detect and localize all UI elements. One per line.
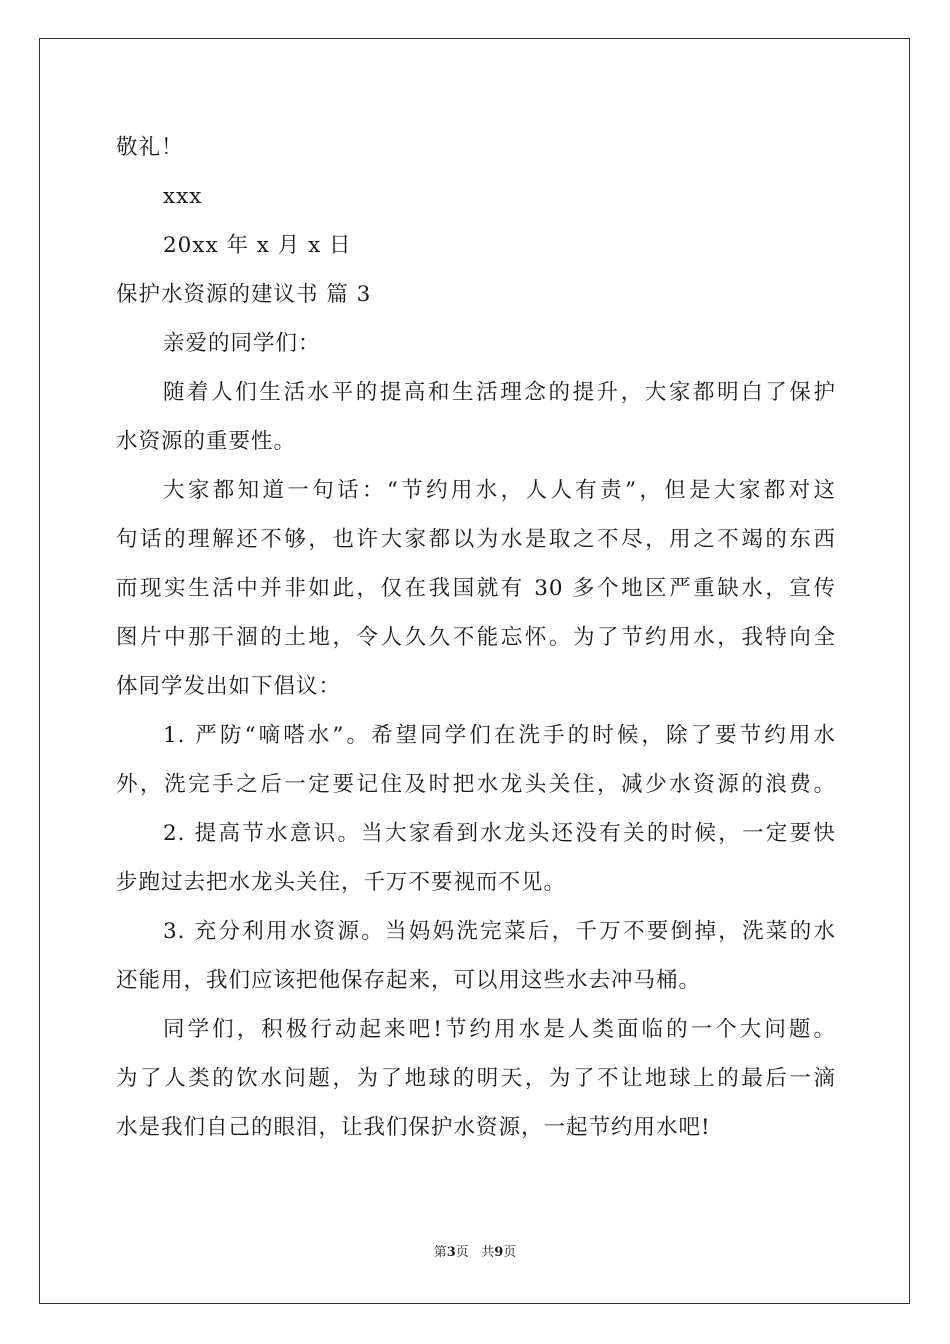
document-body	[116, 123, 836, 1152]
footer-page-number: 3	[446, 1245, 456, 1260]
page-footer	[0, 1243, 950, 1263]
text-line: 随着人们生活水平的提高和生活理念的提升，大家都明白了保护	[163, 380, 836, 405]
text-line: 亲爱的同学们：	[163, 331, 321, 356]
text-line: 还能用，我们应该把他保存起来，可以用这些水去冲马桶。	[116, 968, 702, 993]
footer-total-number: 9	[494, 1245, 504, 1260]
text-line: 20xx 年 x 月 x 日	[163, 233, 352, 258]
text-line: 外，洗完手之后一定要记住及时把水龙头关住，减少水资源的浪费。	[116, 772, 836, 797]
text-line: 句话的理解还不够，也许大家都以为水是取之不尽，用之不竭的东西	[116, 527, 836, 552]
text-line: 水是我们自己的眼泪，让我们保护水资源，一起节约用水吧!	[116, 1115, 711, 1140]
text-line: xxx	[163, 184, 203, 209]
text-line: 为了人类的饮水问题，为了地球的明天，为了不让地球上的最后一滴	[116, 1066, 836, 1091]
text-line: 图片中那干涸的土地，令人久久不能忘怀。为了节约用水，我特向全	[116, 625, 836, 650]
text-line: 1. 严防“嘀嗒水”。希望同学们在洗手的时候，除了要节约用水	[163, 723, 836, 748]
section-title: 保护水资源的建议书 篇 3	[116, 282, 372, 307]
text-line: 水资源的重要性。	[116, 429, 297, 454]
footer-total-prefix: 共	[481, 1245, 495, 1260]
footer-page-suffix: 页	[455, 1245, 469, 1260]
text-line: 3. 充分利用水资源。当妈妈洗完菜后，千万不要倒掉，洗菜的水	[163, 919, 836, 944]
footer-total-suffix: 页	[503, 1245, 517, 1260]
text-line: 2. 提高节水意识。当大家看到水龙头还没有关的时候，一定要快	[163, 821, 836, 846]
text-line: 同学们，积极行动起来吧!节约用水是人类面临的一个大问题。	[163, 1017, 836, 1042]
text-line: 敬礼！	[116, 135, 184, 160]
text-line: 体同学发出如下倡议：	[116, 674, 342, 699]
text-line: 步跑过去把水龙头关住，千万不要视而不见。	[116, 870, 567, 895]
text-line: 大家都知道一句话：“节约用水，人人有责”，但是大家都对这	[163, 478, 836, 503]
text-line: 而现实生活中并非如此，仅在我国就有 30 多个地区严重缺水，宣传	[116, 576, 836, 601]
footer-page-prefix: 第	[433, 1245, 447, 1260]
